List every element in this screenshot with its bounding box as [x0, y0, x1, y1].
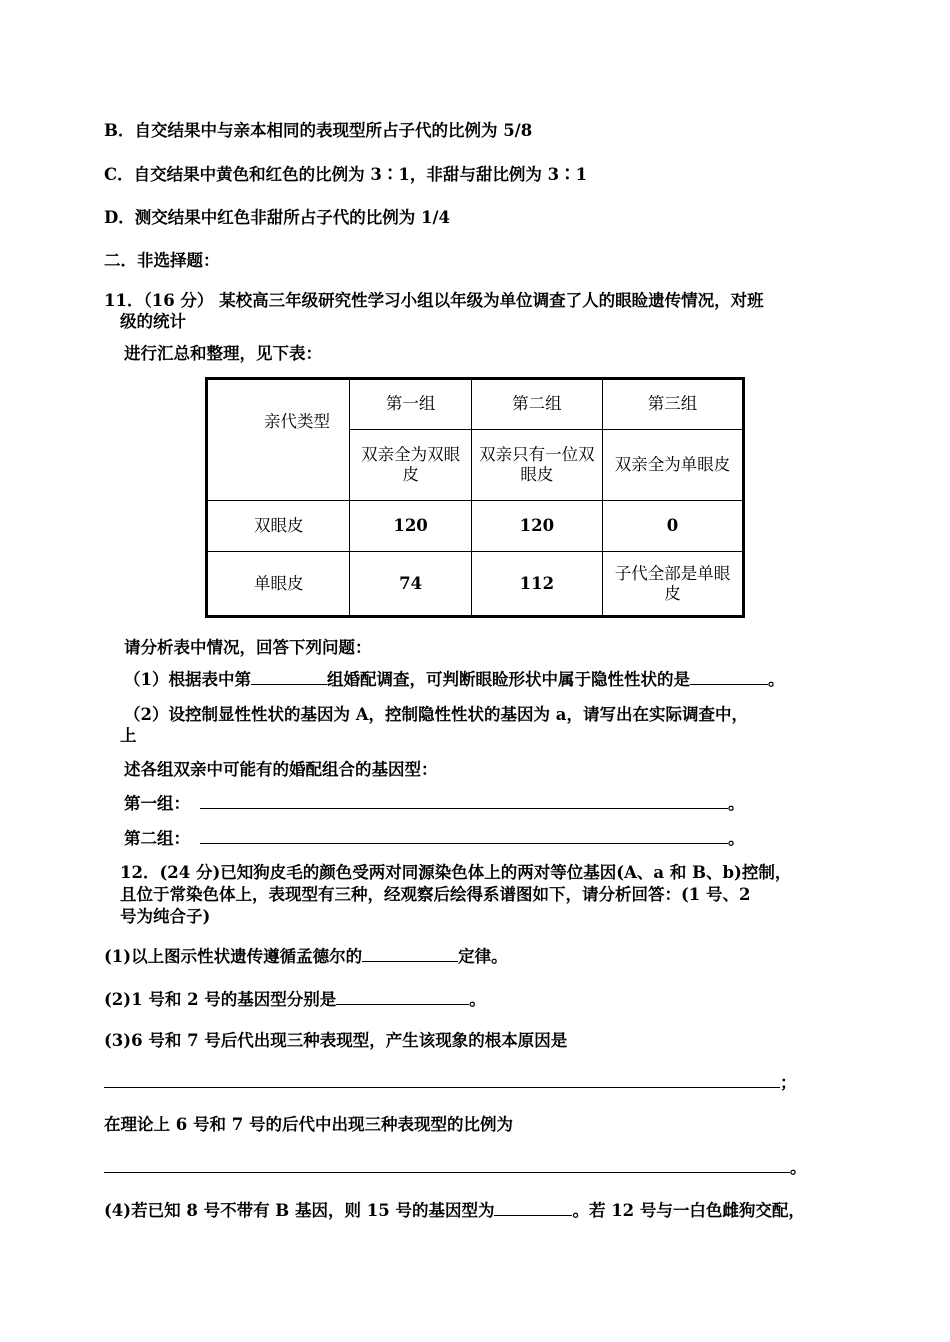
q12-s4-text-a: (4)若已知 8 号不带有 B 基因，则 15 号的基因型为 — [104, 1201, 495, 1220]
q12-s4-text-b: 。若 12 号与一白色雌狗交配， — [572, 1201, 805, 1220]
table-row-label: 单眼皮 — [207, 552, 350, 617]
table-cell: 120 — [471, 500, 602, 552]
q12-sub3-answer — [104, 1071, 797, 1094]
group2-label: 第二组： — [124, 829, 190, 848]
q11-line2: 级的统计 — [120, 312, 186, 331]
answer-blank[interactable] — [251, 668, 327, 685]
q11-sub2-line1: （2）设控制显性性状的基因为 A，控制隐性性状的基因为 a，请写出在实际调查中， — [124, 705, 748, 724]
table-cell: 0 — [602, 500, 743, 552]
table-cell: 120 — [350, 500, 471, 552]
q12-s2-text-a: (2)1 号和 2 号的基因型分别是 — [104, 990, 337, 1009]
table-parent-1: 双亲全为双眼皮 — [350, 429, 471, 500]
answer-blank[interactable] — [336, 988, 469, 1005]
q12-line1: 12．(24 分)已知狗皮毛的颜色受两对同源染色体上的两对等位基因(A、a 和 B、b)控制， — [120, 863, 792, 882]
answer-blank[interactable] — [104, 1071, 780, 1088]
q11-prompt: 请分析表中情况，回答下列问题： — [124, 638, 372, 657]
q11-group1 — [124, 792, 745, 815]
q12-s1-text-a: (1)以上图示性状遗传遵循孟德尔的 — [104, 947, 363, 966]
q12-sub1 — [104, 945, 508, 968]
sub1-end: 。 — [767, 670, 785, 689]
q12-sub3: (3)6 号和 7 号后代出现三种表现型，产生该现象的根本原因是 — [104, 1031, 568, 1050]
answer-blank[interactable] — [200, 792, 728, 809]
q12-s3b-end: 。 — [790, 1158, 807, 1177]
option-c: C．自交结果中黄色和红色的比例为 3∶1，非甜与甜比例为 3∶1 — [104, 165, 588, 184]
group1-label: 第一组： — [124, 794, 190, 813]
q11-line3: 进行汇总和整理，见下表： — [124, 344, 322, 363]
answer-blank[interactable] — [362, 945, 458, 962]
table-parent-2: 双亲只有一位双眼皮 — [471, 429, 602, 500]
q12-sub4 — [104, 1199, 805, 1222]
section-title: 二．非选择题： — [104, 251, 220, 270]
table-cell: 74 — [350, 552, 471, 617]
q11-line1: 11．（16 分） 某校高三年级研究性学习小组以年级为单位调查了人的眼睑遗传情况，对班 — [104, 291, 764, 310]
q11-group2 — [124, 827, 745, 850]
answer-blank[interactable] — [690, 668, 768, 685]
table-cell: 112 — [471, 552, 602, 617]
answer-blank[interactable] — [200, 827, 728, 844]
q12-s3-end: ； — [780, 1073, 797, 1092]
q12-line3: 号为纯合子) — [120, 907, 211, 926]
group1-end: 。 — [728, 794, 745, 813]
option-d: D．测交结果中红色非甜所占子代的比例为 1/4 — [104, 208, 451, 227]
table-group-3: 第三组 — [602, 379, 743, 430]
table-corner: 亲代类型 — [207, 379, 350, 501]
q11-sub2-line3: 述各组双亲中可能有的婚配组合的基因型： — [124, 760, 438, 779]
q12-sub3b: 在理论上 6 号和 7 号的后代中出现三种表现型的比例为 — [104, 1115, 513, 1134]
q11-sub1 — [124, 668, 784, 691]
table-cell: 子代全部是单眼皮 — [602, 552, 743, 617]
eyelid-table — [205, 377, 745, 618]
answer-blank[interactable] — [104, 1156, 790, 1173]
group2-end: 。 — [728, 829, 745, 848]
q12-line2: 且位于常染色体上，表现型有三种，经观察后绘得系谱图如下，请分析回答：(1 号、2 — [120, 885, 751, 904]
table-group-2: 第二组 — [471, 379, 602, 430]
q12-s1-text-b: 定律。 — [458, 947, 508, 966]
option-b: B．自交结果中与亲本相同的表现型所占子代的比例为 5/8 — [104, 121, 533, 140]
sub1-text-b: 组婚配调查，可判断眼睑形状中属于隐性性状的是 — [326, 670, 690, 689]
answer-blank[interactable] — [494, 1199, 572, 1216]
sub1-text-a: （1）根据表中第 — [124, 670, 251, 689]
table-group-1: 第一组 — [350, 379, 471, 430]
q12-sub3b-answer — [104, 1156, 807, 1179]
table-parent-3: 双亲全为单眼皮 — [602, 429, 743, 500]
q12-sub2 — [104, 988, 486, 1011]
q11-sub2-line2: 上 — [120, 726, 137, 745]
table-row-label: 双眼皮 — [207, 500, 350, 552]
q12-s2-text-b: 。 — [469, 990, 486, 1009]
